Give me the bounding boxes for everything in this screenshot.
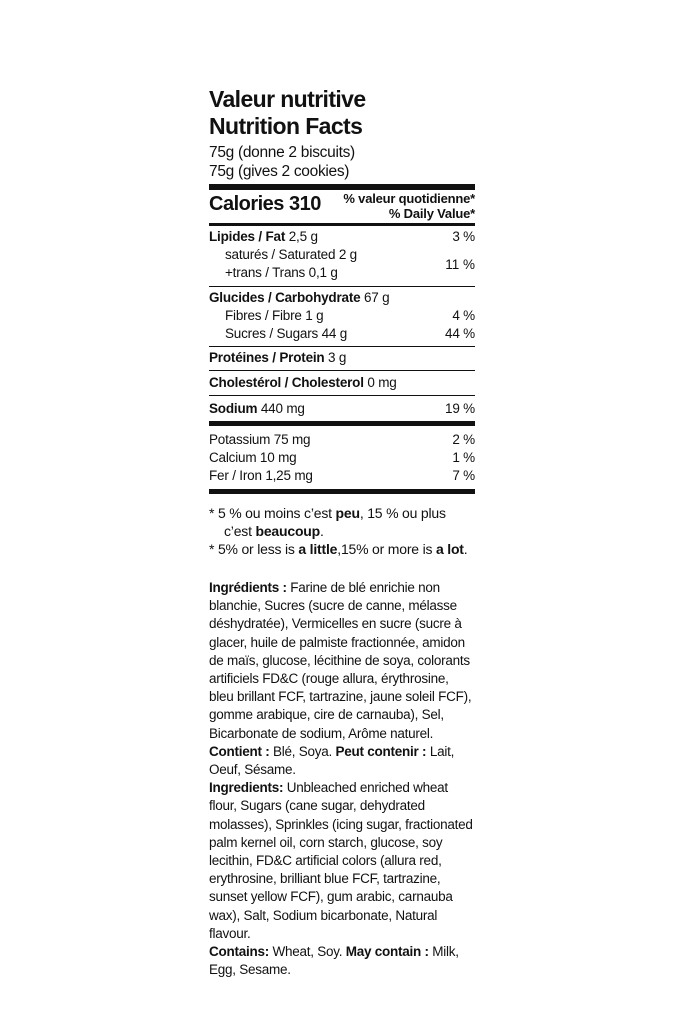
cholesterol-amount: 0 mg (363, 375, 397, 390)
fat-amount: 2,5 g (285, 229, 318, 244)
contains-en: Contains: Wheat, Soy. May contain : Milk, Egg, Sesame. (209, 944, 459, 978)
fibre-label: Fibres / Fibre 1 g (225, 308, 324, 323)
iron-dv: 7 % (452, 468, 475, 483)
potassium-row (209, 431, 475, 449)
potassium-label: Potassium 75 mg (209, 432, 311, 447)
sugars-row (209, 325, 475, 343)
trans-row: +trans / Trans 0,1 g (225, 265, 338, 280)
footnote-fr: * 5 % ou moins c’est peu, 15 % ou plus (209, 505, 446, 521)
divider (209, 286, 475, 287)
iron-row (209, 467, 475, 485)
divider-heavy (209, 489, 475, 494)
fat-label: Lipides / Fat (209, 229, 286, 244)
divider (209, 370, 475, 371)
calcium-dv: 1 % (452, 450, 475, 465)
protein-label: Protéines / Protein (209, 350, 325, 365)
sodium-row (209, 400, 475, 418)
potassium-dv: 2 % (452, 432, 475, 447)
calcium-label: Calcium 10 mg (209, 450, 297, 465)
cholesterol-row (209, 374, 475, 392)
fibre-row (209, 307, 475, 325)
sugars-dv: 44 % (445, 326, 475, 341)
sat-trans-group (209, 246, 475, 282)
daily-value-header (343, 191, 475, 221)
fat-row (209, 228, 475, 246)
serving-en: 75g (gives 2 cookies) (209, 163, 350, 180)
cholesterol-label: Cholestérol / Cholesterol (209, 375, 364, 390)
divider-medium (209, 223, 475, 226)
carb-amount: 67 g (360, 290, 390, 305)
iron-label: Fer / Iron 1,25 mg (209, 468, 313, 483)
dv-header-en: % Daily Value* (388, 206, 475, 221)
protein-row (209, 349, 475, 367)
footnote-en: * 5% or less is a little,15% or more is a lot. (209, 541, 468, 557)
calories-label: Calories 310 (209, 193, 321, 215)
divider (209, 395, 475, 396)
fibre-dv: 4 % (452, 308, 475, 323)
sodium-dv: 19 % (445, 401, 475, 416)
calories-row (209, 190, 475, 221)
divider (209, 346, 475, 347)
ingredients-fr: Ingrédients : Farine de blé enrichie non blanchie, Sucres (sucre de canne, mélasse déshydratée), Vermicelles en sucre (sucre à glacer, huile de palmiste fractionnée, amidon de maïs, glucose, lécithine de soya, colorants artificiels FD&C (rouge allura, érythrosine, bleu brillant FCF, tartrazine, jaune soleil FCF), gomme arabique, cire de carnauba), Sel, Bicarbonate de sodium, Arôme naturel. Contient : Blé, Soya. Peut contenir : Lait, Oeuf, Sésame. (209, 580, 472, 778)
sat-trans-dv: 11 % (445, 256, 475, 272)
carb-row (209, 289, 475, 307)
protein-amount: 3 g (324, 350, 347, 365)
title-fr: Valeur nutritive (209, 86, 366, 112)
calcium-row (209, 449, 475, 467)
dv-header-fr: % valeur quotidienne* (343, 191, 475, 206)
sodium-label: Sodium (209, 401, 258, 416)
serving-fr: 75g (donne 2 biscuits) (209, 144, 355, 161)
sodium-amount: 440 mg (257, 401, 305, 416)
divider-heavy (209, 421, 475, 426)
footnote: * 5 % ou moins c’est peu, 15 % ou plus c’est beaucoup. * 5% or less is a little,15% or more is a lot. (209, 504, 475, 558)
carb-label: Glucides / Carbohydrate (209, 290, 361, 305)
ingredients-block (209, 579, 475, 979)
nutrition-label (209, 86, 475, 979)
title-en: Nutrition Facts (209, 113, 363, 139)
ingredients-en: Ingredients: Unbleached enriched wheat flour, Sugars (cane sugar, dehydrated molasses), Sprinkles (icing sugar, fractionated palm kernel oil, corn starch, glucose, soy lecithin, FD&C artificial colors (allura red, erythrosine, brilliant blue FCF, tartrazine, sunset yellow FCF), gum arabic, carnauba wax), Salt, Sodium bicarbonate, Natural flavour. (209, 780, 473, 941)
saturated-row: saturés / Saturated 2 g (225, 247, 357, 262)
sugars-label: Sucres / Sugars 44 g (225, 326, 348, 341)
fat-dv: 3 % (452, 229, 475, 244)
